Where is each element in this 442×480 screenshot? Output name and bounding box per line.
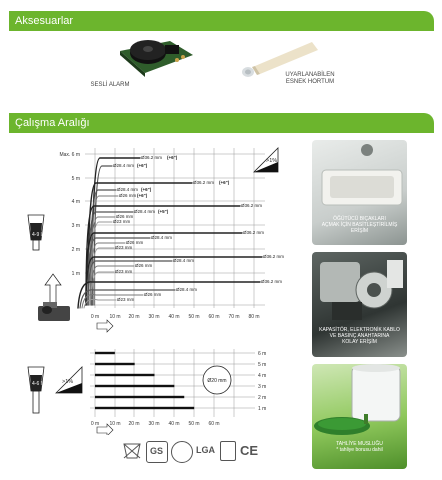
lower-y-tick: 2 m bbox=[258, 395, 267, 401]
range-bar bbox=[95, 374, 155, 376]
capacitor-photo bbox=[312, 252, 407, 357]
series-label: (+6") bbox=[219, 180, 230, 185]
range-bar bbox=[95, 363, 135, 365]
series-label: Ø28.4 mm bbox=[117, 187, 139, 192]
upper-x-tick: 70 m bbox=[228, 314, 240, 320]
series-label: Ø26 mm bbox=[116, 214, 134, 219]
lower-x-tick: 40 m bbox=[168, 421, 180, 427]
slope-triangle-icon bbox=[254, 148, 278, 172]
lga-logo: LGA bbox=[196, 445, 215, 455]
pump-icon bbox=[38, 302, 70, 321]
upper-y-tick: 4 m bbox=[71, 199, 80, 205]
series-label: Ø36.2 mm bbox=[261, 279, 283, 284]
series-label: Ø28.4 mm bbox=[113, 163, 135, 168]
range-bar bbox=[95, 396, 184, 398]
drain-valve-caption bbox=[312, 441, 407, 453]
series-label: (+6") bbox=[137, 163, 148, 168]
upper-y-tick: 3 m bbox=[71, 223, 80, 229]
upper-range-chart bbox=[0, 140, 300, 335]
upper-x-tick: 0 m bbox=[90, 314, 100, 320]
series-label: Ø36.2 mm bbox=[243, 230, 265, 235]
lower-slope-triangle-icon bbox=[56, 367, 82, 393]
flexible-hose-label-line2: ESNEK HORTUM bbox=[285, 79, 335, 85]
upper-y-tick: Max. 6 m bbox=[59, 152, 80, 158]
accessories-header bbox=[9, 11, 434, 31]
ce-logo: CE bbox=[240, 443, 259, 458]
series-label: Ø23 mm bbox=[113, 219, 131, 224]
right-arrow-icon bbox=[97, 320, 113, 332]
gs-logo-text: GS bbox=[150, 446, 164, 456]
series-label: Ø28.4 mm bbox=[176, 287, 198, 292]
lower-y-tick: 4 m bbox=[258, 373, 267, 379]
operating-range-title: Çalışma Aralığı bbox=[15, 117, 90, 129]
series-label: (+6") bbox=[137, 193, 148, 198]
grinder-caption-line3: ERİŞİM bbox=[350, 228, 369, 234]
capacitor-caption-line1: KAPASİTÖR, ELEKTRONİK KABLO bbox=[319, 327, 400, 333]
lower-y-tick: 3 m bbox=[258, 384, 267, 390]
upper-x-tick: 60 m bbox=[208, 314, 220, 320]
flexible-hose-label bbox=[275, 72, 345, 86]
series-label: Ø28.4 mm bbox=[134, 209, 156, 214]
upper-y-tick: 5 m bbox=[71, 176, 80, 182]
drain-valve-photo bbox=[312, 364, 407, 469]
lower-x-tick: 50 m bbox=[188, 421, 200, 427]
accessories-title: Aksesuarlar bbox=[15, 15, 74, 27]
series-label: Ø36.2 mm bbox=[263, 254, 285, 259]
lower-x-tick: 20 m bbox=[128, 421, 140, 427]
capacitor-caption-line3: KOLAY ERİŞİM bbox=[342, 339, 377, 345]
upper-y-tick: 1 m bbox=[71, 271, 80, 277]
upper-tank-label: 4-9 l bbox=[32, 232, 42, 238]
pipe-diameter-badge bbox=[203, 366, 231, 394]
series-label: Ø28.4 mm bbox=[173, 258, 195, 263]
lower-y-tick: 5 m bbox=[258, 362, 267, 368]
series-label: Ø28.4 mm bbox=[151, 235, 173, 240]
range-bar bbox=[95, 352, 115, 354]
grinder-caption-line1: ÖĞÜTÜCÜ BIÇAKLARI bbox=[333, 216, 386, 222]
series-label: Ø36.2 mm bbox=[193, 180, 215, 185]
gs-logo bbox=[146, 441, 168, 463]
series-label: Ø36.2 mm bbox=[141, 155, 163, 160]
lower-tank-label: 4-6 l bbox=[32, 381, 42, 387]
drain-valve-caption-line1: TAHLİYE MUSLUĞU bbox=[336, 441, 383, 447]
series-label: (+6") bbox=[167, 155, 178, 160]
grinder-caption-line2: AÇMAK İÇİN BASİTLEŞTİRİLMİŞ bbox=[321, 222, 398, 228]
range-bar bbox=[95, 407, 194, 409]
capacitor-caption-line2: VE BASINÇ ANAHTARINA bbox=[329, 333, 390, 339]
range-bar bbox=[95, 385, 174, 387]
tank-icon bbox=[28, 215, 44, 250]
grinder-caption bbox=[312, 216, 407, 234]
series-label: Ø26 mm bbox=[126, 240, 144, 245]
quality-seal-icon bbox=[171, 441, 193, 463]
upper-x-tick: 30 m bbox=[148, 314, 160, 320]
flexible-hose-label-line1: UYARLANABİLEN bbox=[285, 72, 335, 78]
lower-x-tick: 10 m bbox=[109, 421, 121, 427]
tested-mark-icon bbox=[220, 441, 236, 461]
upper-slope-label: >1% bbox=[266, 158, 278, 164]
capacitor-caption bbox=[312, 327, 407, 345]
series-label: Ø26 mm bbox=[135, 263, 153, 268]
series-label: Ø26 mm bbox=[144, 292, 162, 297]
lower-tank-icon bbox=[28, 367, 44, 413]
lower-x-tick: 30 m bbox=[148, 421, 160, 427]
upper-y-tick: 2 m bbox=[71, 247, 80, 253]
series-label: (+6") bbox=[141, 187, 152, 192]
upper-x-tick: 80 m bbox=[248, 314, 260, 320]
upper-x-tick: 40 m bbox=[168, 314, 180, 320]
upper-x-tick: 50 m bbox=[188, 314, 200, 320]
lower-y-tick: 6 m bbox=[258, 351, 267, 357]
grinder-photo bbox=[312, 140, 407, 245]
upper-x-tick: 20 m bbox=[128, 314, 140, 320]
series-label: Ø23 mm bbox=[117, 297, 135, 302]
series-label: Ø36.2 mm bbox=[241, 203, 263, 208]
lower-slope-label: >1% bbox=[62, 379, 74, 385]
weee-icon bbox=[122, 442, 142, 460]
series-label: Ø23 mm bbox=[115, 245, 133, 250]
upper-x-tick: 10 m bbox=[109, 314, 121, 320]
series-label: Ø23 mm bbox=[115, 269, 133, 274]
series-label: Ø26 mm bbox=[119, 193, 137, 198]
operating-range-header bbox=[9, 113, 434, 133]
lower-pipe-label: Ø20 mm bbox=[207, 378, 227, 384]
lower-range-chart bbox=[0, 345, 300, 435]
sound-alarm-image bbox=[115, 33, 195, 78]
lower-x-tick: 60 m bbox=[208, 421, 220, 427]
lower-y-tick: 1 m bbox=[258, 406, 267, 412]
sound-alarm-label: SESLİ ALARM bbox=[90, 82, 130, 88]
series-label: (+5") bbox=[158, 209, 169, 214]
lower-x-tick: 0 m bbox=[90, 421, 100, 427]
drain-valve-caption-line2: * tahliye borusu dahil bbox=[336, 447, 383, 453]
